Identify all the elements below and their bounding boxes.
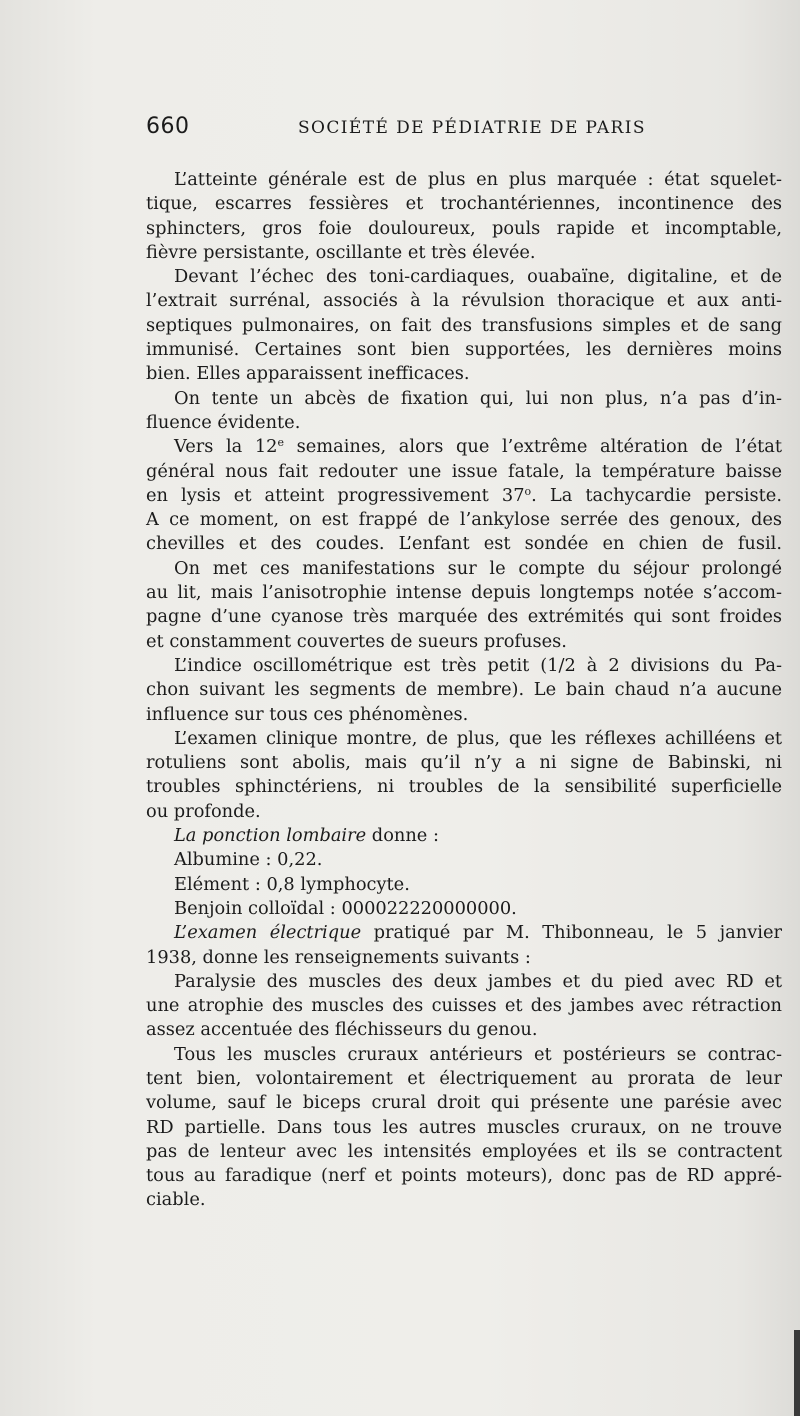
text-line xyxy=(146,435,782,459)
superscript: e xyxy=(277,436,285,450)
text-segment: en lysis et atteint progressivement 37 xyxy=(146,484,525,506)
page-edge-shadow xyxy=(794,1330,800,1416)
text-line: tique, escarres fessières et trochantériennes, incontinence des xyxy=(146,193,782,215)
text-line: RD partielle. Dans tous les autres muscles cruraux, on ne trouve xyxy=(146,1116,782,1138)
body-text xyxy=(146,168,782,1213)
text-line: A ce moment, on est frappé de l’ankylose serrée des genoux, des xyxy=(146,509,782,531)
text-line: fluence évidente. xyxy=(146,411,301,433)
text-line: On tente un abcès de fixation qui, lui non plus, n’a pas d’in- xyxy=(174,387,782,409)
text-line: L’indice oscillométrique est très petit (1/2 à 2 divisions du Pa- xyxy=(174,654,782,676)
text-line: septiques pulmonaires, on fait des transfusions simples et de sang xyxy=(146,314,782,336)
text-line: pagne d’une cyanose très marquée des extrémités qui sont froides xyxy=(146,606,782,628)
text-line: général nous fait redouter une issue fatale, la température baisse xyxy=(146,460,782,482)
superscript: o xyxy=(524,484,532,498)
text-line xyxy=(146,484,782,508)
text-line: assez accentuée des fléchisseurs du genou. xyxy=(146,1019,538,1041)
text-line: troubles sphinctériens, ni troubles de la sensibilité superficielle xyxy=(146,776,782,798)
text-line: une atrophie des muscles des cuisses et des jambes avec rétraction xyxy=(146,995,782,1017)
text-line: l’extrait surrénal, associés à la révulsion thoracique et aux anti- xyxy=(146,290,782,312)
text-segment: pratiqué par M. Thibonneau, le 5 janvier xyxy=(361,922,782,944)
text-line: influence sur tous ces phénomènes. xyxy=(146,703,469,725)
text-line: sphincters, gros foie douloureux, pouls rapide et incomptable, xyxy=(146,217,782,239)
text-line: pas de lenteur avec les intensités employées et ils se contractent xyxy=(146,1140,782,1162)
text-segment: Vers la 12 xyxy=(174,436,278,458)
text-line: et constamment couvertes de sueurs profuses. xyxy=(146,630,567,652)
text-line: chevilles et des coudes. L’enfant est sondée en chien de fusil. xyxy=(146,533,782,555)
text-line: Devant l’échec des toni-cardiaques, ouabaïne, digitaline, et de xyxy=(174,266,782,288)
text-line: Elément : 0,8 lymphocyte. xyxy=(174,873,410,895)
text-line: L’atteinte générale est de plus en plus marquée : état squelet- xyxy=(174,169,782,190)
text-line: chon suivant les segments de membre). Le bain chaud n’a aucune xyxy=(146,679,782,701)
text-segment: semaines, alors que l’extrême altération de l’état xyxy=(284,436,782,458)
text-line: rotuliens sont abolis, mais qu’il n’y a ni signe de Babinski, ni xyxy=(146,752,782,774)
text-line: Benjoin colloïdal : 000022220000000. xyxy=(174,897,517,919)
text-line: L’examen clinique montre, de plus, que les réflexes achilléens et xyxy=(174,727,782,749)
text-line xyxy=(146,921,782,945)
text-line: bien. Elles apparaissent inefficaces. xyxy=(146,363,470,385)
text-line: On met ces manifestations sur le compte du séjour prolongé xyxy=(174,557,782,579)
text-line: immunisé. Certaines sont bien supportées, les dernières moins xyxy=(146,339,782,361)
text-line: tous au faradique (nerf et points moteurs), donc pas de RD appré- xyxy=(146,1165,782,1187)
text-line: au lit, mais l’anisotrophie intense depuis longtemps notée s’accom- xyxy=(146,582,782,604)
text-line: Albumine : 0,22. xyxy=(174,849,323,871)
text-segment: donne : xyxy=(366,825,439,847)
italic-heading: L’examen électrique xyxy=(174,922,362,944)
text-line: ou profonde. xyxy=(146,800,261,822)
text-line: volume, sauf le biceps crural droit qui présente une parésie avec xyxy=(146,1092,782,1114)
text-line: ciable. xyxy=(146,1189,206,1211)
text-line: 1938, donne les renseignements suivants : xyxy=(146,946,531,968)
page-number: 660 xyxy=(146,114,190,139)
italic-heading: La ponction lombaire xyxy=(174,825,367,847)
text-line: tent bien, volontairement et électriquement au prorata de leur xyxy=(146,1067,782,1089)
text-line: Tous les muscles cruraux antérieurs et postérieurs se contrac- xyxy=(174,1043,782,1065)
running-title: SOCIÉTÉ DE PÉDIATRIE DE PARIS xyxy=(298,118,646,138)
text-line: Paralysie des muscles des deux jambes et du pied avec RD et xyxy=(174,970,782,992)
text-line: fièvre persistante, oscillante et très élevée. xyxy=(146,241,536,263)
page-header xyxy=(146,114,646,148)
text-line xyxy=(146,824,782,848)
text-segment: . La tachycardie persiste. xyxy=(531,484,782,506)
